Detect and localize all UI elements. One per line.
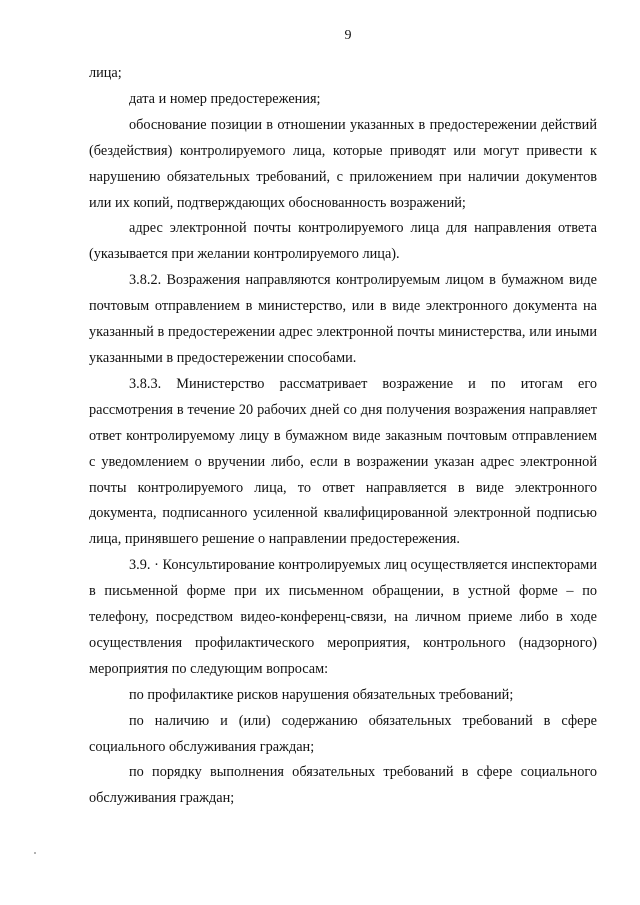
paragraph-list-item-email: адрес электронной почты контролируемого лица для направления ответа (указывается при желании контролируемого лица). [89, 220, 597, 263]
paragraph-list-item-date: дата и номер предостережения; [129, 90, 321, 107]
paragraph-list-item-requirements-order: по порядку выполнения обязательных требований в сфере социального обслуживания граждан; [89, 764, 597, 807]
paragraph-continuation: лица; [89, 65, 122, 81]
paragraph-list-item-risk-prevention: по профилактике рисков нарушения обязательных требований; [129, 686, 514, 703]
page-number: 9 [344, 28, 352, 43]
paragraph-3-9: 3.9. · Консультирование контролируемых лиц осуществляется инспекторами в письменной форме при их письменном обращении, в устной форме – по телефону, посредством видео-конференц-связи, на личном приеме либо в ходе осуществления профилактического мероприятия, контрольного (надзорного) мероприятия по следующим вопросам: [89, 557, 597, 677]
paragraph-3-8-2: 3.8.2. Возражения направляются контролируемым лицом в бумажном виде почтовым отправлением в министерство, или в виде электронного документа на указанный в предостережении адрес электронной почты министерства, или иными указанными в предостережении способами. [89, 272, 597, 366]
paragraph-list-item-requirements-content: по наличию и (или) содержанию обязательных требований в сфере социального обслуживания граждан; [89, 712, 597, 755]
paragraph-list-item-justification: обоснование позиции в отношении указанных в предостережении действий (бездействия) контролируемого лица, которые приводят или могут привести к нарушению обязательных требований, с приложением при наличии документов или их копий, подтверждающих обоснованность возражений; [89, 116, 597, 211]
document-body [89, 61, 597, 812]
paragraph-3-8-3: 3.8.3. Министерство рассматривает возражение и по итогам его рассмотрения в течение 20 рабочих дней со дня получения возражения направляет ответ контролируемому лицу в бумажном виде заказным почтовым отправлением с уведомлением о вручении либо, если в возражении указан адрес электронной почты контролируемого лица, то ответ направляется в виде электронного документа, подписанного усиленной квалифицированной электронной подписью лица, принявшего решение о направлении предостережения. [89, 375, 597, 548]
scan-speck [34, 852, 36, 854]
